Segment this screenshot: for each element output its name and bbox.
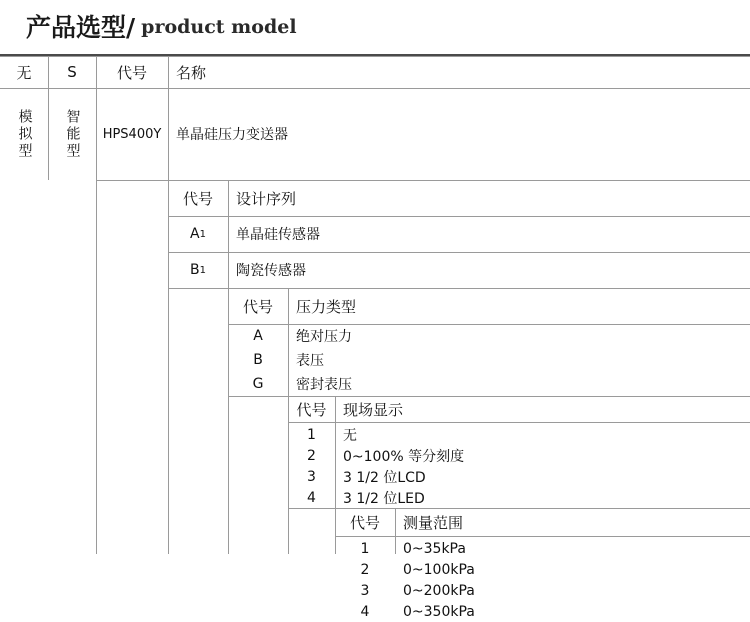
section3-row4-name: 3 1/2 位LED: [343, 490, 425, 507]
header-cell-s: S: [67, 63, 77, 81]
section1-row2-code-sub: 1: [199, 264, 206, 276]
section3-row1-name: 无: [343, 427, 357, 444]
section3-code-header: 代号: [296, 400, 327, 419]
section3-row3-code: 3: [307, 468, 316, 485]
section2-row2-code: B: [253, 352, 263, 368]
section4-row3-code: 3: [360, 582, 370, 599]
section4-row1-code: 1: [360, 540, 370, 557]
section4-header-bottom: [335, 536, 750, 537]
cell-model-code: HPS400Y: [102, 126, 162, 142]
section4-code-header: 代号: [349, 513, 380, 532]
section1-row1-code-text: A: [190, 226, 200, 242]
section1-row1-code-sub: 1: [199, 228, 206, 240]
header-cell-code: 代号: [116, 63, 147, 82]
section3-header-bottom: [288, 422, 750, 423]
section1-row1-name: 单晶硅传感器: [236, 227, 320, 243]
section3-row4-code: 4: [307, 489, 316, 506]
section1-row2-name: 陶瓷传感器: [236, 263, 306, 279]
section2-row2-name: 表压: [296, 353, 324, 369]
section1-row1-code: [168, 216, 228, 252]
section2-row3-name: 密封表压: [296, 377, 352, 393]
section2-row3-code: G: [252, 376, 264, 392]
section4-row2-code: 2: [360, 561, 370, 578]
cell-smart-type: [48, 88, 96, 180]
section4-name-header: 测量范围: [403, 513, 464, 532]
section2-row1-name: 绝对压力: [296, 329, 352, 345]
section3-row3-name: 3 1/2 位LCD: [343, 469, 426, 486]
page-title-en: product model: [141, 15, 297, 38]
section3-row2-code: 2: [307, 447, 316, 464]
section3-row1-code: 1: [307, 426, 316, 443]
section4-row1-name: 0~35kPa: [403, 540, 466, 557]
section3-row2-name: 0~100% 等分刻度: [343, 448, 465, 465]
section2-code-header: 代号: [242, 297, 273, 316]
section4-row4-code: 4: [360, 603, 370, 620]
cell-model-name: 单晶硅压力变送器: [176, 127, 288, 143]
section4-row2-name: 0~100kPa: [403, 561, 475, 578]
cell-analog-type: [0, 88, 48, 180]
page-title-cn: 产品选型: [26, 12, 127, 42]
section4-row3-name: 0~200kPa: [403, 582, 475, 599]
model-selection-table: [0, 56, 750, 620]
section3-name-header: 现场显示: [343, 400, 404, 419]
analog-type-label: 模拟型: [16, 108, 33, 160]
section1-name-header: 设计序列: [236, 189, 297, 208]
smart-type-label: 智能型: [64, 108, 81, 160]
section1-row2-code-text: B: [190, 262, 200, 278]
section2-row1-code: A: [253, 328, 263, 344]
section4-row4-name: 0~350kPa: [403, 603, 475, 620]
page-header: [0, 0, 750, 56]
header-cell-name: 名称: [176, 63, 207, 82]
section1-row2-code: [168, 252, 228, 288]
section2-name-header: 压力类型: [296, 297, 357, 316]
header-cell-none: 无: [16, 63, 32, 82]
section1-code-header: 代号: [182, 189, 213, 208]
page-title-separator: /: [126, 12, 136, 42]
